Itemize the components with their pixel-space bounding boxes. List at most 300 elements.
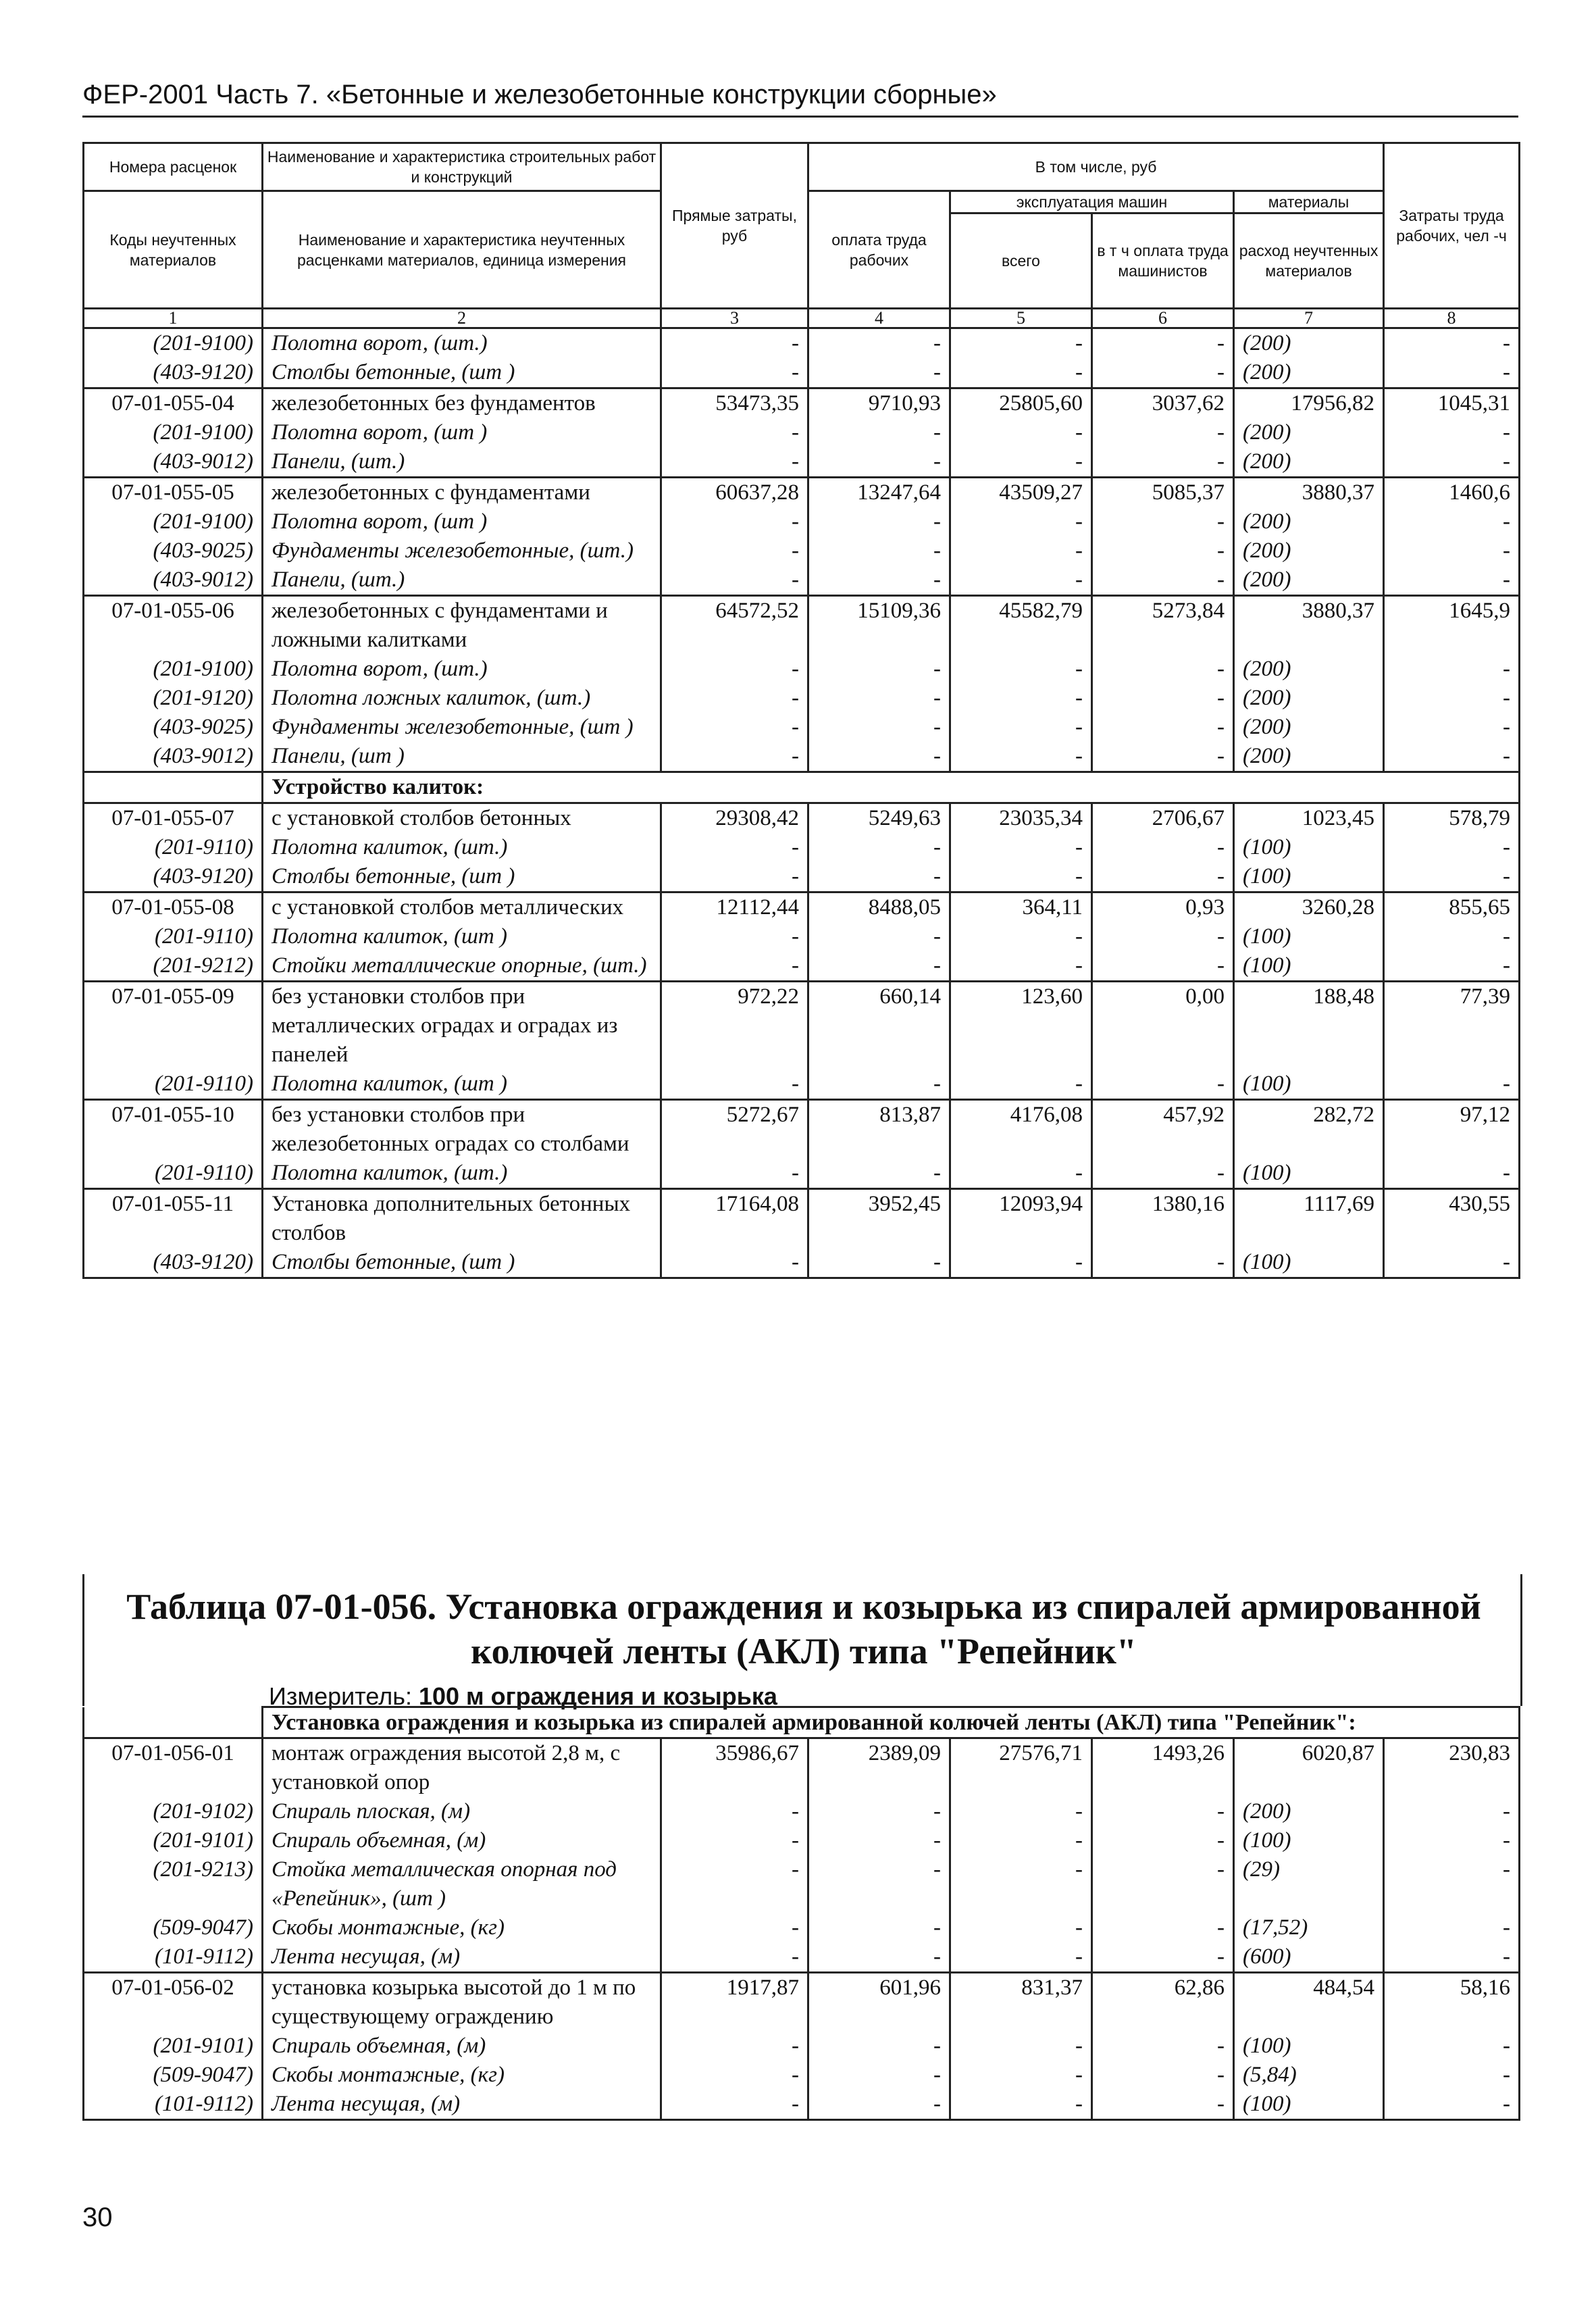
rate-code: 07-01-055-09	[84, 982, 263, 1070]
empty-value-dash: -	[661, 1913, 808, 1942]
empty-value-dash: -	[661, 713, 808, 742]
rate-value-v4: 5249,63	[808, 803, 950, 834]
material-code: (403-9012)	[84, 565, 263, 596]
empty-value-dash: -	[1092, 536, 1234, 565]
empty-value-dash: -	[950, 655, 1092, 684]
material-quantity: (100)	[1234, 951, 1384, 982]
material-quantity: (100)	[1234, 1826, 1384, 1855]
rate-value-v5: 27576,71	[950, 1738, 1092, 1798]
section-title: Установка ограждения и козырька из спиралей армированной колючей ленты (АКЛ) типа "Репейник":	[263, 1707, 1520, 1738]
material-row	[84, 684, 1520, 713]
material-code: (201-9100)	[84, 655, 263, 684]
empty-value-dash: -	[1092, 922, 1234, 951]
material-code: (201-9110)	[84, 922, 263, 951]
empty-value-dash: -	[808, 2032, 950, 2061]
material-row	[84, 2061, 1520, 2090]
material-code: (101-9112)	[84, 2090, 263, 2120]
rate-name: без установки столбов при железобетонных оградах со столбами	[263, 1100, 661, 1159]
rate-code: 07-01-055-04	[84, 388, 263, 419]
rate-value-v6: 0,00	[1092, 982, 1234, 1070]
material-row	[84, 951, 1520, 982]
empty-value-dash: -	[661, 1855, 808, 1913]
material-quantity: (5,84)	[1234, 2061, 1384, 2090]
col-direct-cost-header: Прямые затраты, руб	[661, 143, 808, 309]
empty-value-dash: -	[1092, 358, 1234, 388]
rate-value-v4: 2389,09	[808, 1738, 950, 1798]
material-code: (509-9047)	[84, 2061, 263, 2090]
material-name: Спираль плоская, (м)	[263, 1797, 661, 1826]
material-name: Столбы бетонные, (шт )	[263, 358, 661, 388]
rate-value-v4: 813,87	[808, 1100, 950, 1159]
material-quantity: (100)	[1234, 1248, 1384, 1278]
empty-value-dash: -	[1092, 1855, 1234, 1913]
empty-value-dash: -	[808, 507, 950, 536]
empty-value-dash: -	[661, 2032, 808, 2061]
empty-value-dash: -	[1384, 447, 1520, 478]
empty-value-dash: -	[1384, 1248, 1520, 1278]
material-code: (201-9102)	[84, 1797, 263, 1826]
empty-value-dash: -	[1384, 328, 1520, 359]
section-row	[84, 772, 1520, 803]
material-name: Полотна калиток, (шт )	[263, 922, 661, 951]
rate-value-v8: 578,79	[1384, 803, 1520, 834]
section-code-cell	[84, 1707, 263, 1738]
material-name: Скобы монтажные, (кг)	[263, 1913, 661, 1942]
empty-value-dash: -	[808, 1070, 950, 1100]
rate-value-v7: 1117,69	[1234, 1189, 1384, 1249]
rate-name: монтаж ограждения высотой 2,8 м, с установкой опор	[263, 1738, 661, 1798]
rate-name: с установкой столбов бетонных	[263, 803, 661, 834]
rate-code: 07-01-055-06	[84, 596, 263, 655]
rate-value-v8: 1460,6	[1384, 478, 1520, 508]
material-quantity: (200)	[1234, 655, 1384, 684]
empty-value-dash: -	[1092, 2032, 1234, 2061]
empty-value-dash: -	[1092, 742, 1234, 772]
rate-value-v3: 17164,08	[661, 1189, 808, 1249]
material-code: (201-9101)	[84, 1826, 263, 1855]
rate-value-v8: 855,65	[1384, 892, 1520, 923]
empty-value-dash: -	[661, 2061, 808, 2090]
empty-value-dash: -	[661, 1159, 808, 1189]
rate-value-v5: 43509,27	[950, 478, 1092, 508]
rate-value-v6: 62,86	[1092, 1973, 1234, 2032]
empty-value-dash: -	[1092, 1797, 1234, 1826]
rate-value-v8: 1645,9	[1384, 596, 1520, 655]
empty-value-dash: -	[808, 713, 950, 742]
empty-value-dash: -	[808, 1797, 950, 1826]
rate-value-v8: 430,55	[1384, 1189, 1520, 1249]
rate-row	[84, 1189, 1520, 1249]
material-code: (201-9100)	[84, 418, 263, 447]
rate-name: установка козырька высотой до 1 м по существующему ограждению	[263, 1973, 661, 2032]
empty-value-dash: -	[950, 833, 1092, 862]
empty-value-dash: -	[1384, 862, 1520, 892]
material-quantity: (200)	[1234, 447, 1384, 478]
empty-value-dash: -	[661, 1797, 808, 1826]
material-code: (403-9025)	[84, 713, 263, 742]
rate-value-v5: 123,60	[950, 982, 1092, 1070]
section-title: Устройство калиток:	[263, 772, 1520, 803]
empty-value-dash: -	[661, 447, 808, 478]
empty-value-dash: -	[1092, 507, 1234, 536]
empty-value-dash: -	[950, 358, 1092, 388]
including-header: В том числе, руб	[808, 143, 1384, 191]
rate-value-v4: 13247,64	[808, 478, 950, 508]
empty-value-dash: -	[1384, 418, 1520, 447]
rate-code: 07-01-055-10	[84, 1100, 263, 1159]
empty-value-dash: -	[950, 742, 1092, 772]
empty-value-dash: -	[661, 1070, 808, 1100]
rate-value-v7: 17956,82	[1234, 388, 1384, 419]
empty-value-dash: -	[661, 358, 808, 388]
material-row	[84, 2032, 1520, 2061]
rate-value-v3: 972,22	[661, 982, 808, 1070]
col-rate-number-header: Номера расценок	[84, 143, 263, 191]
material-name: Скобы монтажные, (кг)	[263, 2061, 661, 2090]
rate-value-v7: 3260,28	[1234, 892, 1384, 923]
rate-value-v3: 35986,67	[661, 1738, 808, 1798]
material-code: (201-9110)	[84, 833, 263, 862]
empty-value-dash: -	[950, 1797, 1092, 1826]
rate-name: железобетонных с фундаментами	[263, 478, 661, 508]
material-code: (201-9100)	[84, 507, 263, 536]
rate-value-v3: 1917,87	[661, 1973, 808, 2032]
rate-value-v4: 9710,93	[808, 388, 950, 419]
empty-value-dash: -	[808, 1913, 950, 1942]
material-code: (201-9212)	[84, 951, 263, 982]
material-name: Панели, (шт.)	[263, 447, 661, 478]
empty-value-dash: -	[808, 862, 950, 892]
empty-value-dash: -	[1384, 1855, 1520, 1913]
materials-header: материалы	[1234, 191, 1384, 213]
rate-row	[84, 892, 1520, 923]
empty-value-dash: -	[950, 951, 1092, 982]
material-name: Полотна ворот, (шт.)	[263, 655, 661, 684]
empty-value-dash: -	[808, 684, 950, 713]
rate-code: 07-01-055-07	[84, 803, 263, 834]
rate-value-v7: 484,54	[1234, 1973, 1384, 2032]
rate-value-v3: 60637,28	[661, 478, 808, 508]
empty-value-dash: -	[1384, 1826, 1520, 1855]
col-labor-header: Затраты труда рабочих, чел -ч	[1384, 143, 1520, 309]
rate-value-v4: 660,14	[808, 982, 950, 1070]
empty-value-dash: -	[1384, 565, 1520, 596]
material-name: Полотна калиток, (шт.)	[263, 1159, 661, 1189]
rate-value-v7: 6020,87	[1234, 1738, 1384, 1798]
material-quantity: (600)	[1234, 1942, 1384, 1973]
empty-value-dash: -	[661, 507, 808, 536]
empty-value-dash: -	[1384, 713, 1520, 742]
material-row	[84, 565, 1520, 596]
material-row	[84, 328, 1520, 359]
empty-value-dash: -	[808, 1248, 950, 1278]
material-row	[84, 507, 1520, 536]
empty-value-dash: -	[1384, 2032, 1520, 2061]
rate-name: Установка дополнительных бетонных столбов	[263, 1189, 661, 1249]
rate-value-v8: 58,16	[1384, 1973, 1520, 2032]
rate-name: без установки столбов при металлических оградах и оградах из панелей	[263, 982, 661, 1070]
rate-value-v6: 1493,26	[1092, 1738, 1234, 1798]
empty-value-dash: -	[1384, 1070, 1520, 1100]
rate-value-v4: 8488,05	[808, 892, 950, 923]
material-quantity: (200)	[1234, 565, 1384, 596]
empty-value-dash: -	[808, 655, 950, 684]
empty-value-dash: -	[661, 2090, 808, 2120]
meter-value: 100 м ограждения и козырька	[418, 1682, 777, 1710]
material-name: Лента несущая, (м)	[263, 2090, 661, 2120]
col-material-code-header: Коды неучтенных материалов	[84, 191, 263, 309]
rate-row	[84, 478, 1520, 508]
rate-value-v4: 3952,45	[808, 1189, 950, 1249]
material-quantity: (200)	[1234, 418, 1384, 447]
table-07-01-056-body	[84, 1707, 1520, 2120]
material-quantity: (100)	[1234, 1070, 1384, 1100]
empty-value-dash: -	[1092, 684, 1234, 713]
empty-value-dash: -	[1384, 1913, 1520, 1942]
rate-code: 07-01-056-01	[84, 1738, 263, 1798]
material-name: Полотна ворот, (шт )	[263, 418, 661, 447]
rate-value-v8: 1045,31	[1384, 388, 1520, 419]
rate-value-v6: 2706,67	[1092, 803, 1234, 834]
empty-value-dash: -	[661, 565, 808, 596]
empty-value-dash: -	[1384, 2090, 1520, 2120]
rate-name: с установкой столбов металлических	[263, 892, 661, 923]
material-code: (201-9101)	[84, 2032, 263, 2061]
empty-value-dash: -	[950, 447, 1092, 478]
empty-value-dash: -	[1384, 507, 1520, 536]
material-code: (201-9110)	[84, 1159, 263, 1189]
rate-row	[84, 1973, 1520, 2032]
material-quantity: (200)	[1234, 358, 1384, 388]
material-row	[84, 536, 1520, 565]
material-name: Столбы бетонные, (шт )	[263, 862, 661, 892]
empty-value-dash: -	[1092, 2090, 1234, 2120]
empty-value-dash: -	[1384, 655, 1520, 684]
empty-value-dash: -	[661, 833, 808, 862]
material-row	[84, 418, 1520, 447]
material-code: (509-9047)	[84, 1913, 263, 1942]
rate-value-v7: 3880,37	[1234, 478, 1384, 508]
rate-value-v6: 5085,37	[1092, 478, 1234, 508]
empty-value-dash: -	[1384, 742, 1520, 772]
rates-table	[82, 142, 1520, 1279]
empty-value-dash: -	[950, 684, 1092, 713]
material-code: (403-9025)	[84, 536, 263, 565]
material-quantity: (200)	[1234, 684, 1384, 713]
material-row	[84, 1248, 1520, 1278]
material-code: (403-9120)	[84, 1248, 263, 1278]
material-name: Полотна ложных калиток, (шт.)	[263, 684, 661, 713]
rate-row	[84, 596, 1520, 655]
material-quantity: (100)	[1234, 833, 1384, 862]
empty-value-dash: -	[661, 1248, 808, 1278]
rate-value-v6: 457,92	[1092, 1100, 1234, 1159]
empty-value-dash: -	[950, 1826, 1092, 1855]
material-name: Полотна калиток, (шт.)	[263, 833, 661, 862]
empty-value-dash: -	[1384, 536, 1520, 565]
column-number: 4	[808, 309, 950, 328]
column-number: 5	[950, 309, 1092, 328]
empty-value-dash: -	[1384, 2061, 1520, 2090]
empty-value-dash: -	[1092, 1248, 1234, 1278]
rate-value-v5: 12093,94	[950, 1189, 1092, 1249]
material-quantity: (200)	[1234, 713, 1384, 742]
rate-value-v8: 230,83	[1384, 1738, 1520, 1798]
empty-value-dash: -	[808, 358, 950, 388]
rate-value-v5: 831,37	[950, 1973, 1092, 2032]
empty-value-dash: -	[808, 565, 950, 596]
rates-table-body	[84, 328, 1520, 1278]
empty-value-dash: -	[1384, 358, 1520, 388]
empty-value-dash: -	[1092, 447, 1234, 478]
material-row	[84, 922, 1520, 951]
empty-value-dash: -	[1384, 833, 1520, 862]
empty-value-dash: -	[808, 951, 950, 982]
col-worker-pay-header: оплата труда рабочих	[808, 191, 950, 309]
empty-value-dash: -	[1092, 862, 1234, 892]
material-row	[84, 1942, 1520, 1973]
empty-value-dash: -	[1092, 418, 1234, 447]
material-name: Стойка металлическая опорная под «Репейник», (шт )	[263, 1855, 661, 1913]
empty-value-dash: -	[1092, 1826, 1234, 1855]
empty-value-dash: -	[808, 536, 950, 565]
material-row	[84, 742, 1520, 772]
material-code: (201-9213)	[84, 1855, 263, 1913]
rate-name: железобетонных с фундаментами и ложными калитками	[263, 596, 661, 655]
material-code: (403-9120)	[84, 358, 263, 388]
empty-value-dash: -	[1092, 328, 1234, 359]
empty-value-dash: -	[1092, 565, 1234, 596]
material-name: Полотна ворот, (шт )	[263, 507, 661, 536]
col-material-name-header: Наименование и характеристика неучтенных расценками материалов, единица измерения	[263, 191, 661, 309]
material-code: (201-9120)	[84, 684, 263, 713]
empty-value-dash: -	[661, 536, 808, 565]
empty-value-dash: -	[950, 328, 1092, 359]
empty-value-dash: -	[950, 418, 1092, 447]
rate-value-v5: 364,11	[950, 892, 1092, 923]
material-name: Полотна ворот, (шт.)	[263, 328, 661, 359]
material-quantity: (100)	[1234, 2032, 1384, 2061]
empty-value-dash: -	[950, 1855, 1092, 1913]
material-row	[84, 1826, 1520, 1855]
rate-code: 07-01-056-02	[84, 1973, 263, 2032]
material-quantity: (200)	[1234, 1797, 1384, 1826]
material-row	[84, 862, 1520, 892]
rate-value-v7: 1023,45	[1234, 803, 1384, 834]
empty-value-dash: -	[808, 833, 950, 862]
col-machinist-pay-header: в т ч оплата труда машинистов	[1092, 213, 1234, 309]
material-code: (403-9120)	[84, 862, 263, 892]
empty-value-dash: -	[950, 507, 1092, 536]
rate-value-v3: 12112,44	[661, 892, 808, 923]
empty-value-dash: -	[1092, 655, 1234, 684]
column-number: 8	[1384, 309, 1520, 328]
col-work-name-header: Наименование и характеристика строительных работ и конструкций	[263, 143, 661, 191]
empty-value-dash: -	[950, 2032, 1092, 2061]
section-row	[84, 1707, 1520, 1738]
table-07-01-056	[82, 1706, 1520, 2121]
empty-value-dash: -	[950, 922, 1092, 951]
empty-value-dash: -	[661, 328, 808, 359]
empty-value-dash: -	[808, 2061, 950, 2090]
machines-header: эксплуатация машин	[950, 191, 1234, 213]
material-code: (101-9112)	[84, 1942, 263, 1973]
rate-code: 07-01-055-11	[84, 1189, 263, 1249]
material-row	[84, 1855, 1520, 1913]
empty-value-dash: -	[950, 1070, 1092, 1100]
material-quantity: (100)	[1234, 1159, 1384, 1189]
rate-row	[84, 803, 1520, 834]
empty-value-dash: -	[1384, 951, 1520, 982]
material-row	[84, 655, 1520, 684]
empty-value-dash: -	[950, 536, 1092, 565]
empty-value-dash: -	[808, 2090, 950, 2120]
empty-value-dash: -	[1092, 833, 1234, 862]
empty-value-dash: -	[950, 1913, 1092, 1942]
material-quantity: (29)	[1234, 1855, 1384, 1913]
material-row	[84, 447, 1520, 478]
material-row	[84, 1797, 1520, 1826]
rate-value-v4: 601,96	[808, 1973, 950, 2032]
material-name: Фундаменты железобетонные, (шт )	[263, 713, 661, 742]
empty-value-dash: -	[661, 655, 808, 684]
page-number: 30	[82, 2203, 113, 2232]
rate-value-v7: 188,48	[1234, 982, 1384, 1070]
material-quantity: (200)	[1234, 507, 1384, 536]
material-row	[84, 2090, 1520, 2120]
rate-value-v5: 25805,60	[950, 388, 1092, 419]
empty-value-dash: -	[808, 1159, 950, 1189]
rate-value-v4: 15109,36	[808, 596, 950, 655]
rate-row	[84, 388, 1520, 419]
material-code: (201-9110)	[84, 1070, 263, 1100]
column-numbers-row	[84, 309, 1520, 328]
empty-value-dash: -	[661, 951, 808, 982]
rate-value-v5: 23035,34	[950, 803, 1092, 834]
material-quantity: (100)	[1234, 922, 1384, 951]
column-number: 3	[661, 309, 808, 328]
material-code: (201-9100)	[84, 328, 263, 359]
material-quantity: (200)	[1234, 536, 1384, 565]
empty-value-dash: -	[808, 922, 950, 951]
empty-value-dash: -	[1092, 1942, 1234, 1973]
rate-value-v6: 1380,16	[1092, 1189, 1234, 1249]
material-name: Спираль объемная, (м)	[263, 2032, 661, 2061]
empty-value-dash: -	[661, 862, 808, 892]
column-number: 1	[84, 309, 263, 328]
empty-value-dash: -	[950, 713, 1092, 742]
col-machines-total-header: всего	[950, 213, 1092, 309]
meter-label: Измеритель:	[269, 1682, 412, 1710]
empty-value-dash: -	[1384, 922, 1520, 951]
empty-value-dash: -	[950, 1248, 1092, 1278]
empty-value-dash: -	[950, 1942, 1092, 1973]
empty-value-dash: -	[950, 2090, 1092, 2120]
material-name: Панели, (шт.)	[263, 565, 661, 596]
material-row	[84, 713, 1520, 742]
material-name: Полотна калиток, (шт )	[263, 1070, 661, 1100]
material-row	[84, 358, 1520, 388]
empty-value-dash: -	[808, 328, 950, 359]
empty-value-dash: -	[661, 684, 808, 713]
material-row	[84, 1913, 1520, 1942]
rate-value-v3: 5272,67	[661, 1100, 808, 1159]
empty-value-dash: -	[950, 565, 1092, 596]
material-quantity: (100)	[1234, 862, 1384, 892]
empty-value-dash: -	[1384, 1797, 1520, 1826]
rate-row	[84, 1100, 1520, 1159]
empty-value-dash: -	[661, 1826, 808, 1855]
